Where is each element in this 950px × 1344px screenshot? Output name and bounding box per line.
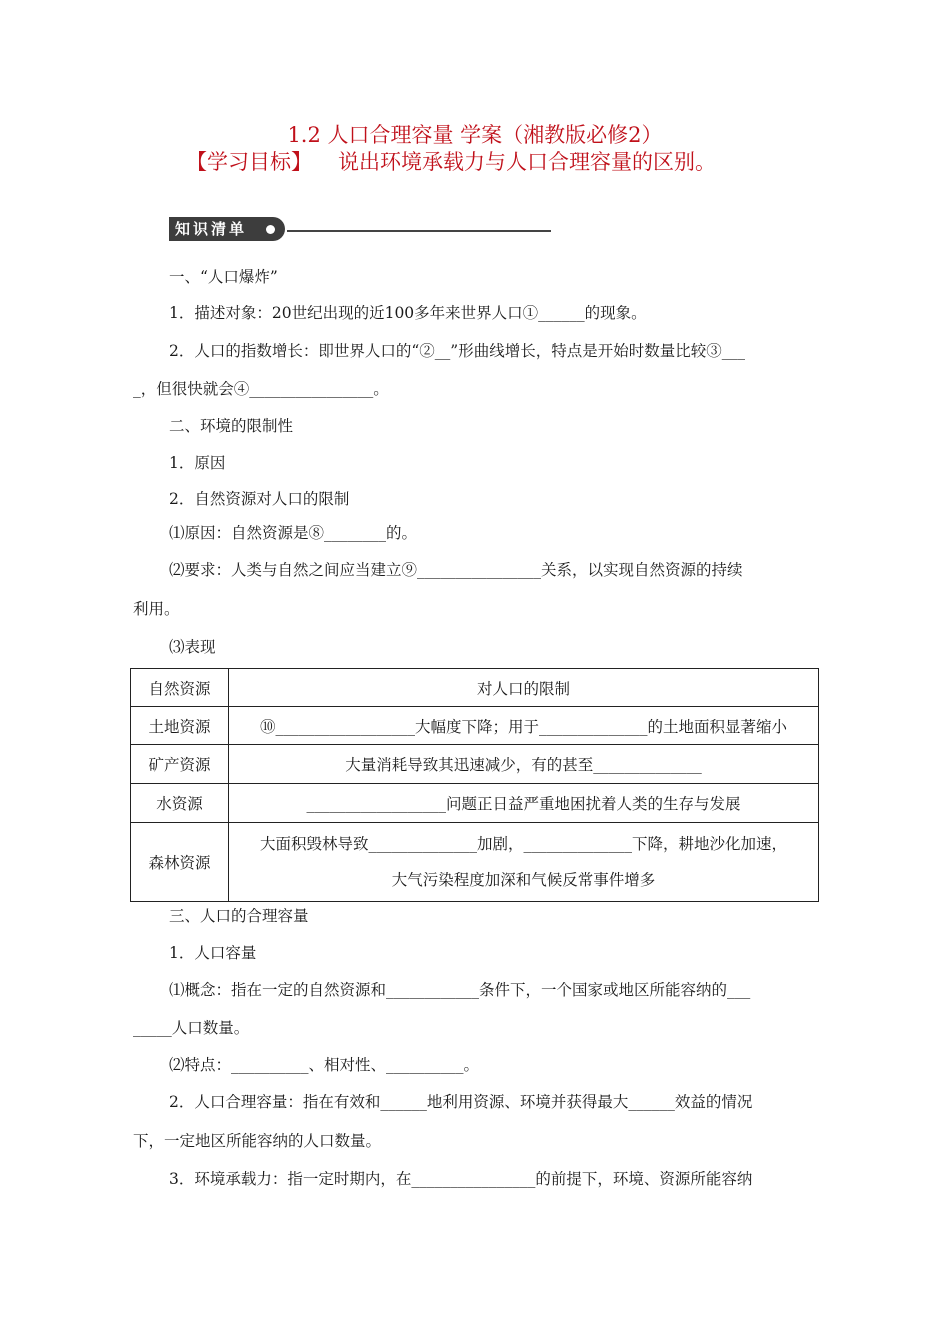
section3-item2: 2．人口合理容量：指在有效和______地利用资源、环境并获得最大______效益的情况	[169, 1093, 753, 1111]
header-divider	[287, 230, 551, 232]
section3-item1: 1．人口容量	[169, 944, 257, 962]
limit-cell	[229, 823, 819, 902]
resource-limit-table	[130, 668, 819, 902]
table-row	[131, 784, 819, 823]
section2-item1: 1．原因	[169, 454, 226, 472]
section-tag: 知识清单	[169, 217, 285, 241]
document-title: 1.2 人口合理容量 学案（湘教版必修2）	[287, 123, 663, 147]
section3-point2: ⑵特点：__________、相对性、__________。	[169, 1056, 480, 1074]
resource-cell: 水资源	[131, 784, 229, 823]
resource-cell: 矿产资源	[131, 745, 229, 784]
section3-heading: 三、人口的合理容量	[169, 907, 309, 925]
table-row	[131, 707, 819, 745]
section1-item2: 2．人口的指数增长：即世界人口的“②__”形曲线增长，特点是开始时数量比较③___	[169, 342, 745, 360]
limit-line: 大气污染程度加深和气候反常事件增多	[391, 871, 656, 889]
section2-heading: 二、环境的限制性	[169, 417, 294, 435]
knowledge-list-header	[169, 217, 551, 241]
resource-cell: 森林资源	[131, 823, 229, 902]
objective-text: 说出环境承载力与人口合理容量的区别。	[338, 150, 716, 174]
limit-line: 大面积毁林导致______________加剧，______________下降，耕地沙化加速，	[259, 835, 787, 853]
table-header-cell: 自然资源	[131, 669, 229, 707]
section2-point2-cont: 利用。	[133, 600, 180, 618]
table-row	[131, 745, 819, 784]
objective-label: 【学习目标】	[186, 150, 312, 174]
resource-cell: 土地资源	[131, 707, 229, 745]
section2-point2: ⑵要求：人类与自然之间应当建立⑨________________关系，以实现自然资源的持续	[169, 561, 743, 579]
section1-item1: 1．描述对象：20世纪出现的近100多年来世界人口①______的现象。	[169, 304, 647, 322]
section2-point1: ⑴原因：自然资源是⑧________的。	[169, 524, 418, 542]
learning-objective	[186, 147, 716, 177]
table-row	[131, 823, 819, 902]
table-header-cell: 对人口的限制	[229, 669, 819, 707]
section3-point1-cont: _____人口数量。	[133, 1019, 250, 1037]
section1-item2-cont: _，但很快就会④________________。	[133, 380, 389, 398]
section2-point3: ⑶表现	[169, 638, 216, 656]
section1-heading: 一、“人口爆炸”	[169, 268, 278, 286]
table-header-row	[131, 669, 819, 707]
limit-cell: ⑩__________________大幅度下降；用于______________的土地面积显著缩小	[229, 707, 819, 745]
limit-cell: __________________问题正日益严重地困扰着人类的生存与发展	[229, 784, 819, 823]
section3-item2-cont: 下，一定地区所能容纳的人口数量。	[133, 1132, 382, 1150]
section3-item3: 3．环境承载力：指一定时期内，在________________的前提下，环境、资源所能容纳	[169, 1170, 753, 1188]
dot-icon	[266, 225, 275, 234]
section3-point1: ⑴概念：指在一定的自然资源和____________条件下，一个国家或地区所能容纳的___	[169, 981, 751, 999]
section2-item2: 2．自然资源对人口的限制	[169, 490, 350, 508]
limit-cell: 大量消耗导致其迅速减少，有的甚至______________	[229, 745, 819, 784]
